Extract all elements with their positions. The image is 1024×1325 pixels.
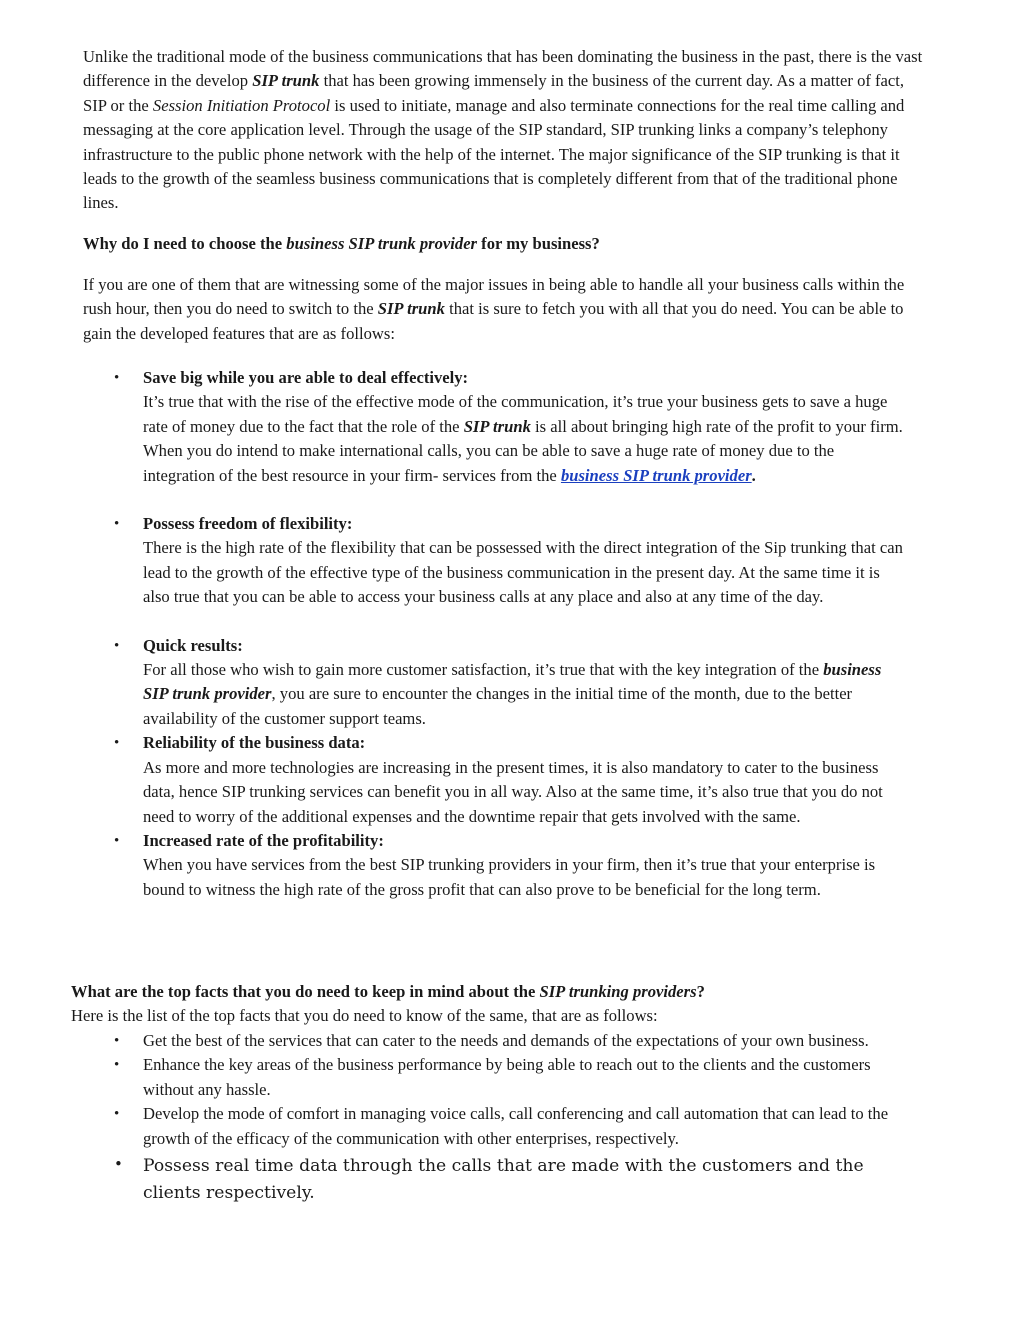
- emphasis-session-initiation-protocol: Session Initiation Protocol: [152, 95, 331, 115]
- list-item: [83, 1029, 903, 1053]
- heading-text: for my business?: [477, 234, 600, 253]
- intro-text: that has been growing immensely in the business of the current day. As a matter of fact, SIP or the: [83, 71, 905, 115]
- list-item: [83, 829, 903, 902]
- bullet-icon: •: [114, 1033, 120, 1049]
- section-heading-top-facts: [71, 980, 919, 1004]
- emphasis-business-sip-trunk-provider: business SIP trunk provider: [143, 660, 882, 704]
- benefit-text: is all about bringing high rate of the profit to your firm. When you do intend to make international calls, you can be able to save a huge rate of money due to the integration of the best resource in your firm- services from the: [143, 416, 903, 485]
- heading-text: What are the top facts that you do need to keep in mind about the: [71, 982, 540, 1001]
- heading-text: Why do I need to choose the: [83, 234, 287, 253]
- benefit-text: It’s true that with the rise of the effective mode of the communication, it’s true your business gets to save a huge rate of money due to the fact that the role of the: [143, 392, 888, 436]
- benefit-text: For all those who wish to gain more customer satisfaction, it’s true that with the key integration of the: [143, 660, 824, 680]
- list-item: [83, 1102, 903, 1151]
- intro-paragraph: [83, 45, 931, 216]
- bullet-icon: •: [114, 832, 120, 849]
- benefit-text: As more and more technologies are increasing in the present times, it is also mandatory to cater to the business data, hence SIP trunking services can benefit you in all way. Also at the same time, it’s also true that you do not need to worry of the additional expenses and the downtime repair that gets involved with the same.: [143, 757, 883, 826]
- features-intro-paragraph: [83, 273, 931, 346]
- benefit-title: Reliability of the business data:: [143, 733, 366, 753]
- fact-text: Possess real time data through the calls that are made with the customers and the clients respectively.: [143, 1156, 864, 1203]
- heading-text: ?: [696, 982, 705, 1001]
- period: .: [751, 465, 756, 485]
- benefit-title: Possess freedom of flexibility:: [143, 514, 353, 534]
- fact-text: Enhance the key areas of the business performance by being able to reach out to the clients and the customers without any hassle.: [143, 1055, 871, 1099]
- list-item: [83, 634, 903, 732]
- intro-text: is used to initiate, manage and also terminate connections for the real time calling and messaging at the core application level. Through the usage of the SIP standard, SIP trunking links a company’s telephony infrastructure to the public phone network with the help of the internet. The major significance of the SIP trunking is that it leads to the growth of the seamless business communications that is completely different from that of the traditional phone lines.: [83, 95, 905, 213]
- bullet-icon: •: [114, 516, 120, 533]
- bullet-icon: •: [114, 370, 120, 386]
- heading-emphasis: SIP trunking providers: [539, 982, 697, 1001]
- facts-list: [83, 1029, 903, 1206]
- bullet-icon: •: [114, 1057, 120, 1074]
- emphasis-sip-trunk: SIP trunk: [463, 416, 531, 436]
- benefits-list: [83, 366, 903, 902]
- list-item: [83, 1151, 903, 1206]
- intro-text: Unlike the traditional mode of the business communications that has been dominating the business in the past, there is the vast difference in the develop: [83, 47, 923, 91]
- bullet-icon: •: [114, 637, 120, 654]
- paragraph-text: that is sure to fetch you with all that you do need. You can be able to gain the developed features that are as follows:: [83, 299, 904, 343]
- paragraph-text: If you are one of them that are witnessing some of the major issues in being able to handle all your business calls within the rush hour, then you do need to switch to the: [83, 275, 905, 319]
- list-item: [83, 731, 903, 829]
- bullet-icon: •: [114, 1155, 123, 1174]
- bullet-icon: •: [114, 735, 120, 752]
- list-item: [83, 512, 903, 610]
- business-sip-trunk-provider-link[interactable]: business SIP trunk provider: [560, 465, 752, 485]
- benefit-text: , you are sure to encounter the changes in the initial time of the month, due to the better availability of the customer support teams.: [143, 684, 853, 728]
- benefit-text: When you have services from the best SIP trunking providers in your firm, then it’s true that your enterprise is bound to witness the high rate of the gross profit that can also prove to be beneficial for the long term.: [143, 855, 876, 899]
- benefit-title: Increased rate of the profitability:: [143, 830, 384, 850]
- bullet-icon: •: [114, 1106, 120, 1123]
- benefit-text: There is the high rate of the flexibility that can be possessed with the direct integration of the Sip trunking that can lead to the growth of the effective type of the business communication in the present day. At the same time it is also true that you can be able to access your business calls at any place and also at any time of the day.: [143, 538, 903, 607]
- heading-emphasis: business SIP trunk provider: [286, 234, 478, 253]
- fact-text: Get the best of the services that can cater to the needs and demands of the expectations of your own business.: [143, 1031, 869, 1050]
- section-heading-why-choose: [83, 232, 931, 256]
- list-item: [83, 1053, 903, 1102]
- fact-text: Develop the mode of comfort in managing voice calls, call conferencing and call automation that can lead to the growth of the efficacy of the communication with other enterprises, respectively.: [143, 1104, 889, 1148]
- benefit-title: Quick results:: [143, 635, 243, 655]
- facts-intro-paragraph: Here is the list of the top facts that you do need to know of the same, that are as follows:: [71, 1006, 658, 1025]
- benefit-title: Save big while you are able to deal effectively:: [143, 368, 469, 387]
- list-item: [83, 366, 903, 488]
- emphasis-sip-trunk: SIP trunk: [377, 299, 445, 319]
- emphasis-sip-trunk: SIP trunk: [252, 71, 320, 91]
